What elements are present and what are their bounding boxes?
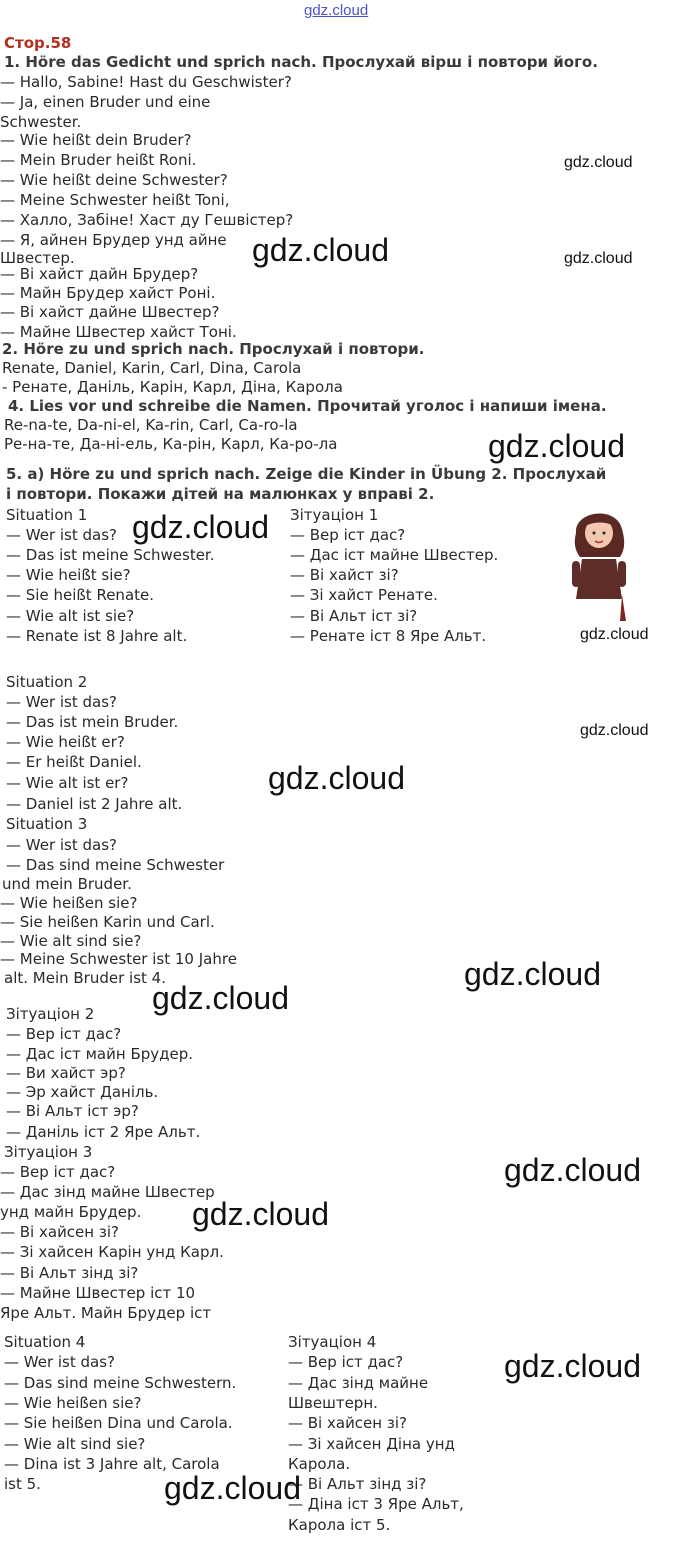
situation-3-ua-line: — Дас зінд майне Швестер	[0, 1183, 215, 1201]
ex1-line: — Майне Швестер хайст Тоні.	[0, 323, 237, 341]
situation-1-ua-line: — Дас іст майне Швестер.	[290, 546, 499, 564]
watermark: gdz.cloud	[464, 956, 601, 992]
situation-1-ua-line: — Ренате іст 8 Яре Альт.	[290, 627, 487, 645]
situation-3-de-line: — Das sind meine Schwester	[6, 856, 225, 874]
situation-1-ua-line: — Зі хайст Ренате.	[290, 586, 438, 604]
situation-4-ua-line: Карола іст 5.	[288, 1516, 391, 1534]
situation-2-de-line: Situation 2	[6, 673, 88, 691]
situation-3-ua-line: — Ві Альт зінд зі?	[0, 1264, 139, 1282]
situation-3-de-line: — Wie heißen sie?	[0, 894, 138, 912]
situation-4-ua-line: — Діна іст 3 Яре Альт,	[288, 1495, 464, 1513]
situation-3-ua-line: — Вер іст дас?	[0, 1163, 116, 1181]
situation-1-ua-line: — Ві хайст зі?	[290, 566, 399, 584]
exercise-4-heading: 4. Lies vor und schreibe die Namen. Прочитай уголос і напиши імена.	[8, 397, 607, 415]
situation-4-ua-line: Зітуаціон 4	[288, 1333, 377, 1351]
ex1-line: — Wie heißt dein Bruder?	[0, 131, 192, 149]
situation-2-ua-line: — Вер іст дас?	[6, 1025, 122, 1043]
situation-3-de-line: — Sie heißen Karin und Carl.	[0, 913, 215, 931]
situation-3-ua-line: Зітуаціон 3	[4, 1143, 93, 1161]
watermark: gdz.cloud	[152, 980, 289, 1016]
situation-3-de-line: — Wie alt sind sie?	[0, 932, 142, 950]
situation-3-ua-line: Яре Альт. Майн Брудер іст	[0, 1304, 212, 1322]
situation-4-de-line: — Wer ist das?	[4, 1353, 116, 1371]
watermark: gdz.cloud	[268, 760, 405, 796]
exercise-5-heading: 5. a) Höre zu und sprich nach. Zeige die Kinder in Übung 2. Прослухай	[6, 465, 607, 483]
girl-illustration	[566, 503, 632, 623]
watermark: gdz.cloud	[564, 154, 633, 171]
situation-4-ua-line: Карола.	[288, 1455, 351, 1473]
exercise-1-heading: 1. Höre das Gedicht und sprich nach. Прослухай вірш і повтори його.	[4, 53, 598, 71]
situation-2-ua-line: — Ві Альт іст эр?	[6, 1102, 139, 1120]
situation-1-ua-line: — Вер іст дас?	[290, 526, 406, 544]
watermark: gdz.cloud	[132, 509, 269, 545]
situation-1-de-line: — Das ist meine Schwester.	[6, 546, 215, 564]
situation-1-de-line: Situation 1	[6, 506, 88, 524]
situation-1-de-line: — Renate ist 8 Jahre alt.	[6, 627, 188, 645]
ex1-line: — Майн Брудер хайст Роні.	[0, 284, 216, 302]
situation-1-de-line: — Sie heißt Renate.	[6, 586, 155, 604]
watermark-top: gdz.cloud	[304, 2, 369, 19]
situation-2-de-line: — Wer ist das?	[6, 693, 118, 711]
situation-4-de-line: — Dina ist 3 Jahre alt, Carola	[4, 1455, 220, 1473]
situation-3-ua-line: — Майне Швестер іст 10	[0, 1284, 196, 1302]
situation-2-de-line: — Wie alt ist er?	[6, 774, 129, 792]
page-label: Стор.58	[4, 34, 72, 52]
watermark: gdz.cloud	[504, 1152, 641, 1188]
situation-4-ua-line: Швештерн.	[288, 1394, 378, 1412]
situation-2-ua-line: — Ви хайст эр?	[6, 1064, 126, 1082]
ex1-line: — Халло, Забіне! Хаст ду Гешвістер?	[0, 211, 294, 229]
ex1-line: — Я, айнен Брудер унд айне	[0, 231, 227, 249]
situation-1-ua-line: — Ві Альт іст зі?	[290, 607, 418, 625]
ex1-line: — Wie heißt deine Schwester?	[0, 171, 228, 189]
situation-3-de-line: — Meine Schwester ist 10 Jahre	[0, 950, 237, 968]
situation-3-ua-line: — Зі хайсен Карін унд Карл.	[0, 1243, 224, 1261]
situation-4-de-line: — Wie alt sind sie?	[4, 1435, 146, 1453]
watermark: gdz.cloud	[504, 1348, 641, 1384]
situation-1-ua-line: Зітуаціон 1	[290, 506, 379, 524]
ex1-line: — Mein Bruder heißt Roni.	[0, 151, 197, 169]
ex1-line: — Hallo, Sabine! Hast du Geschwister?	[0, 73, 292, 91]
situation-4-ua-line: — Ві Альт зінд зі?	[288, 1475, 427, 1493]
ex2-line: Renate, Daniel, Karin, Carl, Dina, Carola	[2, 359, 302, 377]
ex4-line: Ре-на-те, Да-ні-ель, Ка-рін, Карл, Ка-ро-ла	[4, 435, 338, 453]
situation-4-de-line: — Sie heißen Dina und Carola.	[4, 1414, 233, 1432]
ex1-line: Schwester.	[0, 113, 82, 131]
situation-4-de-line: ist 5.	[4, 1475, 41, 1493]
ex1-line: — Ja, einen Bruder und eine	[0, 93, 211, 111]
situation-4-ua-line: — Вер іст дас?	[288, 1353, 404, 1371]
watermark: gdz.cloud	[192, 1196, 329, 1232]
situation-2-ua-line: — Даніль іст 2 Яре Альт.	[6, 1123, 201, 1141]
situation-2-ua-line: — Эр хайст Даніль.	[6, 1083, 159, 1101]
situation-4-ua-line: — Зі хайсен Діна унд	[288, 1435, 455, 1453]
situation-4-de-line: — Wie heißen sie?	[4, 1394, 142, 1412]
ex1-line: Швестер.	[0, 249, 75, 267]
situation-1-de-line: — Wie alt ist sie?	[6, 607, 135, 625]
exercise-2-heading: 2. Höre zu und sprich nach. Прослухай і повтори.	[2, 340, 425, 358]
situation-3-de-line: und mein Bruder.	[2, 875, 132, 893]
situation-4-de-line: — Das sind meine Schwestern.	[4, 1374, 237, 1392]
situation-1-de-line: — Wie heißt sie?	[6, 566, 131, 584]
situation-2-ua-line: — Дас іст майн Брудер.	[6, 1045, 194, 1063]
situation-2-ua-line: Зітуаціон 2	[6, 1005, 95, 1023]
watermark: gdz.cloud	[164, 1470, 301, 1506]
exercise-5-heading-line2: і повтори. Покажи дітей на малюнках у вправі 2.	[6, 485, 435, 503]
situation-2-de-line: — Wie heißt er?	[6, 733, 125, 751]
situation-4-ua-line: — Дас зінд майне	[288, 1374, 429, 1392]
situation-3-de-line: alt. Mein Bruder ist 4.	[4, 969, 166, 987]
watermark: gdz.cloud	[252, 232, 389, 268]
ex1-line: — Meine Schwester heißt Toni,	[0, 191, 230, 209]
ex4-line: Re-na-te, Da-ni-el, Ka-rin, Carl, Ca-ro-la	[4, 416, 298, 434]
watermark: gdz.cloud	[488, 428, 625, 464]
situation-2-de-line: — Er heißt Daniel.	[6, 753, 142, 771]
ex2-line: - Ренате, Даніль, Карін, Карл, Діна, Карола	[2, 378, 343, 396]
ex1-line: — Ві хайст дайне Швестер?	[0, 303, 220, 321]
situation-3-de-line: — Wer ist das?	[6, 836, 118, 854]
ex1-line: — Ві хайст дайн Брудер?	[0, 265, 199, 283]
situation-4-de-line: Situation 4	[4, 1333, 86, 1351]
situation-1-de-line: — Wer ist das?	[6, 526, 118, 544]
situation-4-ua-line: — Ві хайсен зі?	[288, 1414, 407, 1432]
watermark: gdz.cloud	[564, 250, 633, 267]
situation-2-de-line: — Daniel ist 2 Jahre alt.	[6, 795, 183, 813]
watermark: gdz.cloud	[580, 722, 649, 739]
situation-3-ua-line: — Ві хайсен зі?	[0, 1223, 119, 1241]
situation-2-de-line: — Das ist mein Bruder.	[6, 713, 179, 731]
situation-3-de-line: Situation 3	[6, 815, 88, 833]
watermark: gdz.cloud	[580, 626, 649, 643]
situation-3-ua-line: унд майн Брудер.	[0, 1203, 142, 1221]
